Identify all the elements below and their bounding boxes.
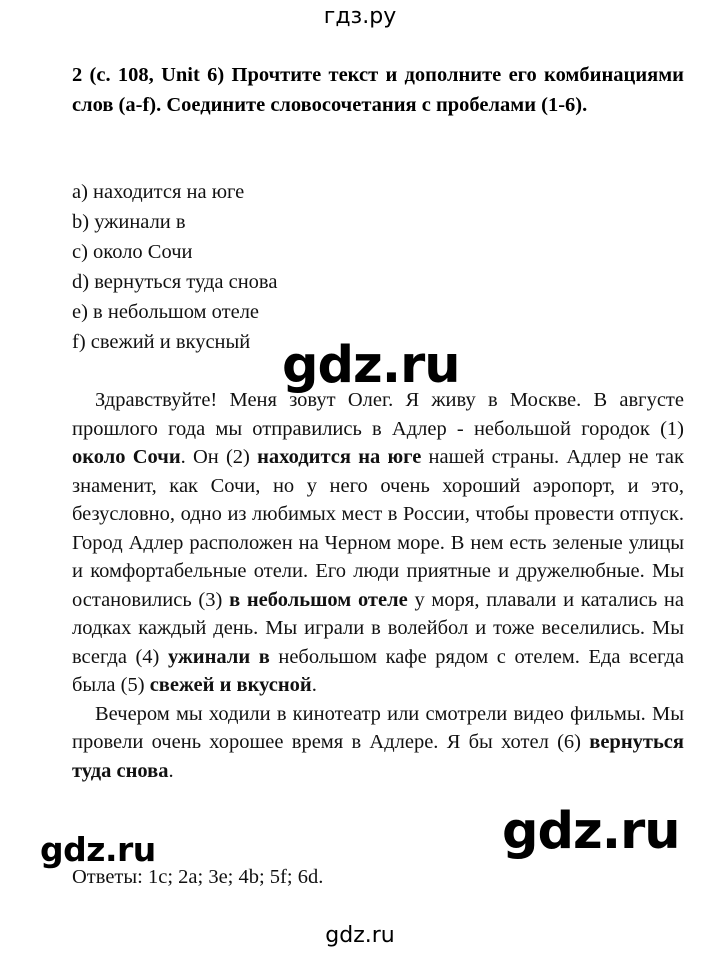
option-item: c) около Сочи [72,241,193,263]
site-header: гдз.ру [323,4,397,29]
watermark-left: gdz.ru [40,830,156,869]
passage-text: у моря, плавали и катались на лодках каждый день. Мы играли в волейбол и тоже веселились. Мы всегда (4) [72,588,684,668]
passage-text: . [168,759,174,782]
answers-line: Ответы: 1c; 2a; 3e; 4b; 5f; 6d. [72,866,324,888]
option-item: e) в небольшом отеле [72,301,260,323]
option-item: b) ужинали в [72,211,186,233]
options-list [72,177,277,357]
task-instruction: 2 (с. 108, Unit 6) Прочтите текст и дополните его комбинациями слов (a-f). Соедините словосочетания с пробелами (1-6). [72,64,684,116]
passage-text: небольшом кафе рядом с отелем. Еда всегда была (5) [72,645,684,696]
passage-text: Вечером мы ходили в кинотеатр или смотрели видео фильмы. Мы провели очень хорошее время в Адлере. Я бы хотел (6) [72,702,684,753]
option-item: d) вернуться туда снова [72,271,278,293]
option-item: a) находится на юге [72,181,245,203]
reading-passage [72,386,684,785]
site-footer: gdz.ru [325,923,395,948]
option-item: f) свежий и вкусный [72,331,251,353]
passage-text: . [311,674,317,696]
passage-text: Здравствуйте! Меня зовут Олег. Я живу в Москве. В августе прошлого года мы отправились в Адлер - небольшой городок (1) [72,389,684,440]
passage-text: . Он (2) [180,446,258,468]
passage-paragraph-1 [72,386,684,700]
filled-answer: около Сочи [72,446,181,468]
filled-answer: ужинали в [167,645,270,668]
passage-text: нашей страны. Адлер не так знаменит, как Сочи, но у него очень хороший аэропорт, и это, безусловно, одно из любимых мест в России, чтобы провести отпуск. Город Адлер расположен на Черном море. В нем есть зеленые улицы и комфортабельные отели. Его люди приятные и дружелюбные. Мы остановились (3) [72,446,684,611]
filled-answer: вернуться туда снова [72,731,684,782]
watermark-right: gdz.ru [502,802,680,861]
filled-answer: свежей и вкусной [149,674,312,696]
watermark-center: gdz.ru [282,336,460,395]
filled-answer: находится на юге [257,446,422,468]
filled-answer: в небольшом отеле [229,588,408,611]
passage-paragraph-2 [72,700,684,786]
